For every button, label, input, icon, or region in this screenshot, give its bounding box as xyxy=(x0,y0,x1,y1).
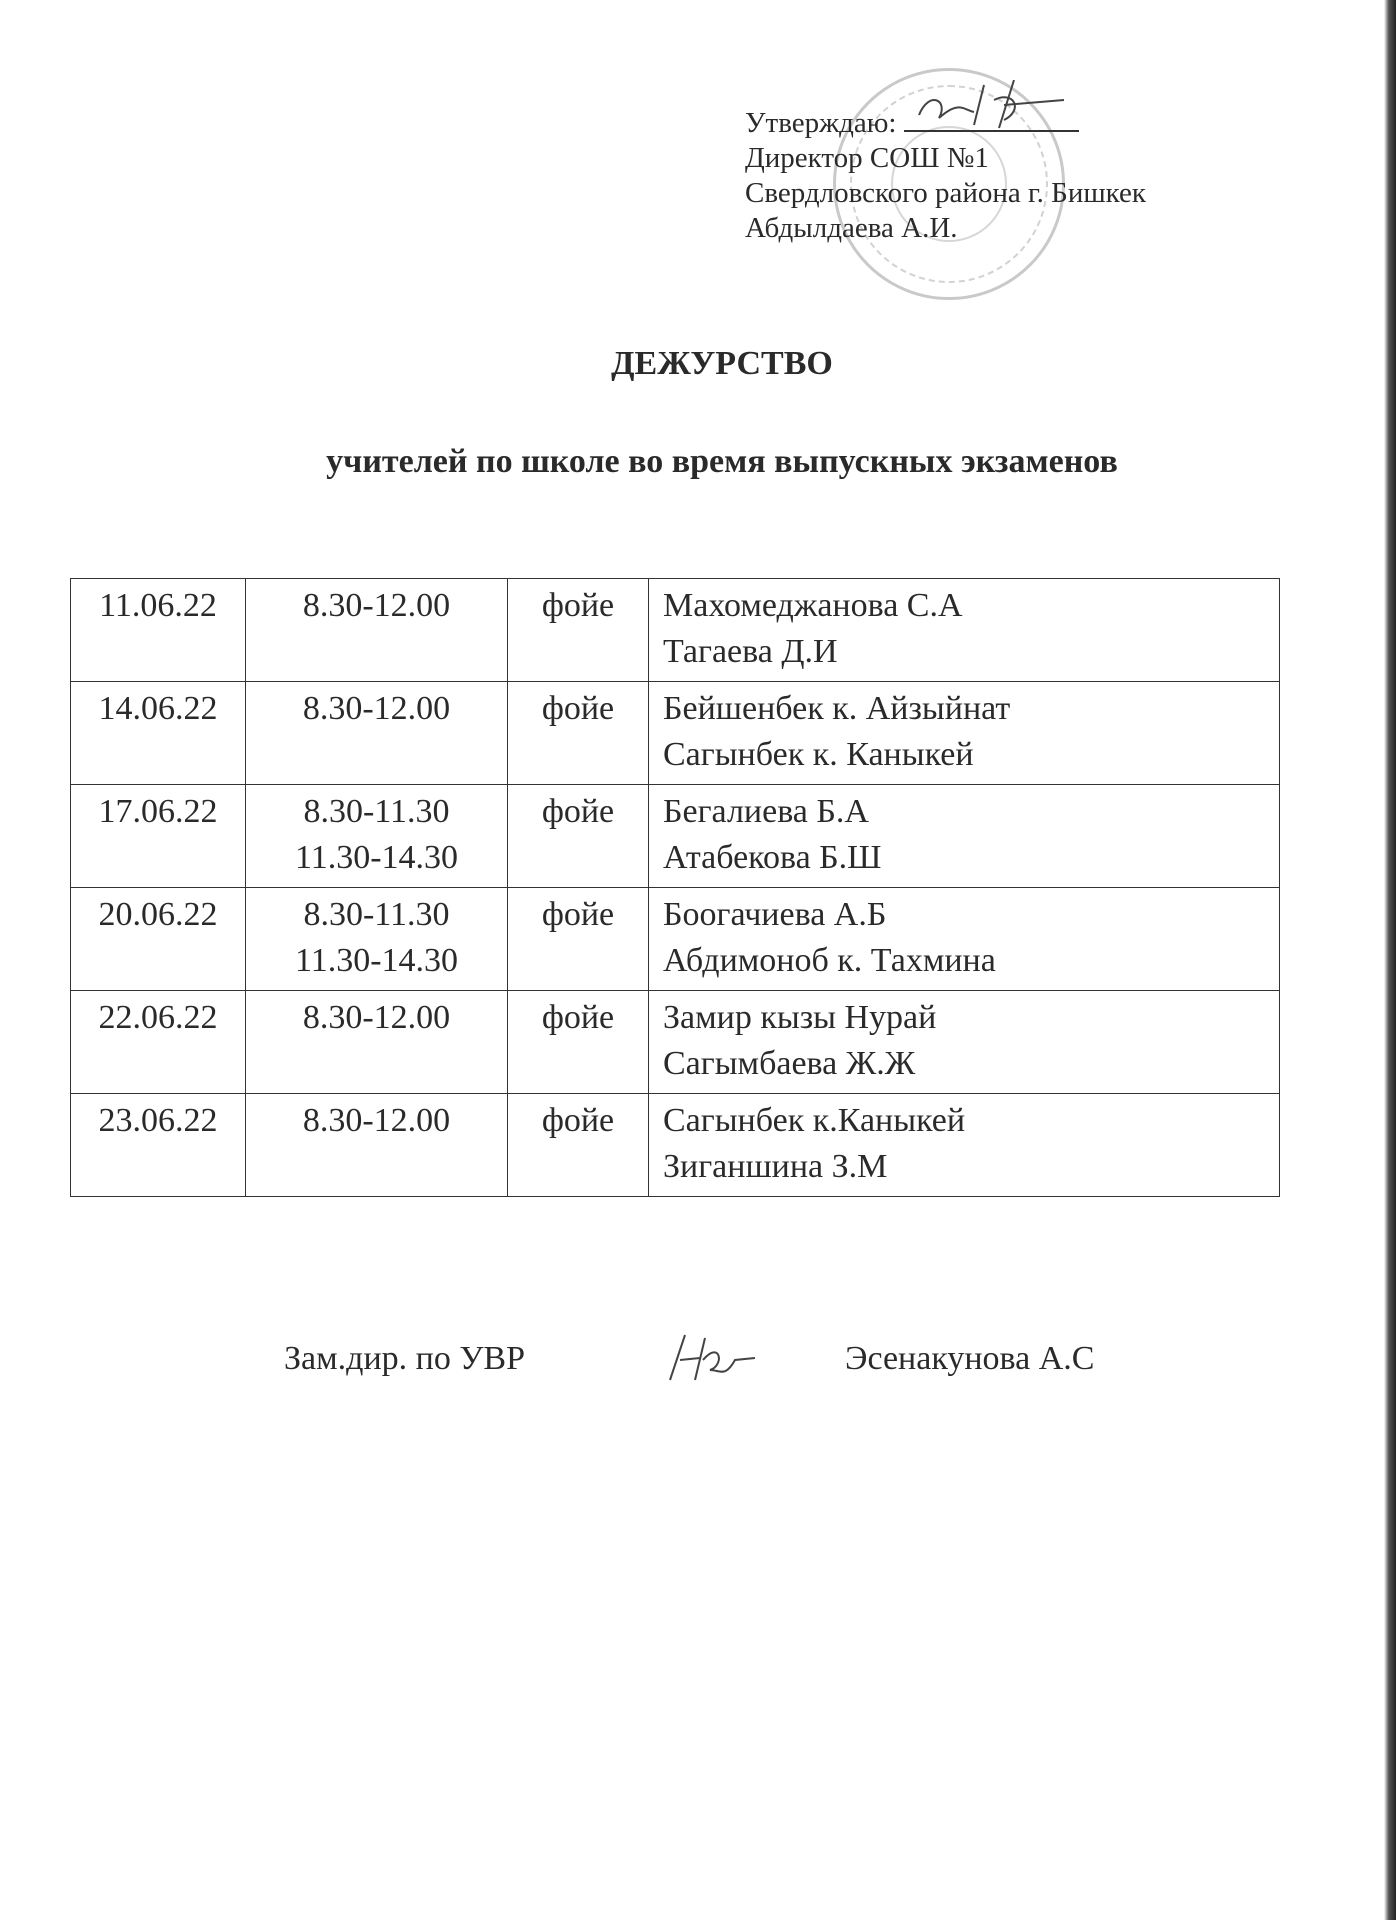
table-row xyxy=(71,579,1280,682)
document-subtitle: учителей по школе во время выпускных экзаменов xyxy=(326,443,1118,480)
teachers-cell-text: Тагаева Д.И xyxy=(663,633,838,670)
teachers-cell xyxy=(649,991,1280,1094)
date-cell xyxy=(71,1094,246,1197)
time-cell xyxy=(246,785,508,888)
date-cell xyxy=(71,682,246,785)
duty-schedule-table xyxy=(70,578,1280,1197)
date-cell xyxy=(71,888,246,991)
place-cell xyxy=(508,991,649,1094)
footer-name: Эсенакунова А.С xyxy=(845,1340,1095,1377)
document-title: ДЕЖУРСТВО xyxy=(611,345,833,382)
date-cell xyxy=(71,785,246,888)
time-cell xyxy=(246,579,508,682)
approver-district: Свердловского района г. Бишкек xyxy=(745,177,1147,209)
time-cell-text: 8.30-12.00 xyxy=(302,690,451,727)
teachers-cell xyxy=(649,785,1280,888)
time-cell xyxy=(246,1094,508,1197)
date-cell xyxy=(71,991,246,1094)
teachers-cell-text: Замир кызы Нурай xyxy=(663,999,937,1036)
date-cell-text: 22.06.22 xyxy=(98,999,218,1036)
place-cell xyxy=(508,888,649,991)
time-cell-text: 8.30-11.30 xyxy=(303,793,450,830)
teachers-cell-text: Сагымбаева Ж.Ж xyxy=(663,1045,916,1082)
teachers-cell-text: Сагынбек к. Каныкей xyxy=(663,736,974,773)
approval-block xyxy=(745,106,1146,246)
teachers-cell-text: Атабекова Б.Ш xyxy=(663,839,882,876)
date-cell-text: 17.06.22 xyxy=(98,793,218,830)
date-cell-text: 11.06.22 xyxy=(99,587,217,624)
time-cell-text: 8.30-12.00 xyxy=(302,1102,451,1139)
teachers-cell xyxy=(649,579,1280,682)
approver-name: Абдылдаева А.И. xyxy=(745,212,958,244)
teachers-cell-text: Абдимоноб к. Тахмина xyxy=(663,942,996,979)
date-cell-text: 20.06.22 xyxy=(98,896,218,933)
time-cell-text: 8.30-12.00 xyxy=(302,999,451,1036)
place-cell-text: фойе xyxy=(541,896,615,933)
time-cell-text: 11.30-14.30 xyxy=(294,942,459,979)
table-row xyxy=(71,888,1280,991)
teachers-cell xyxy=(649,888,1280,991)
teachers-cell-text: Сагынбек к.Каныкей xyxy=(663,1102,966,1139)
time-cell-text: 8.30-12.00 xyxy=(302,587,451,624)
date-cell xyxy=(71,579,246,682)
date-cell-text: 23.06.22 xyxy=(98,1102,218,1139)
teachers-cell-text: Зиганшина З.М xyxy=(663,1148,888,1185)
teachers-cell-text: Бегалиева Б.А xyxy=(663,793,869,830)
teachers-cell xyxy=(649,1094,1280,1197)
teachers-cell-text: Бейшенбек к. Айзыйнат xyxy=(663,690,1011,727)
time-cell xyxy=(246,888,508,991)
place-cell-text: фойе xyxy=(541,1102,615,1139)
place-cell xyxy=(508,682,649,785)
teachers-cell-text: Махомеджанова С.А xyxy=(663,587,963,624)
time-cell xyxy=(246,991,508,1094)
teachers-cell xyxy=(649,682,1280,785)
director-signature xyxy=(904,106,1079,132)
place-cell-text: фойе xyxy=(541,587,615,624)
table-row xyxy=(71,991,1280,1094)
approver-position: Директор СОШ №1 xyxy=(745,142,989,174)
time-cell-text: 11.30-14.30 xyxy=(294,839,459,876)
place-cell-text: фойе xyxy=(541,690,615,727)
scan-edge xyxy=(1384,0,1396,1920)
table-row xyxy=(71,1094,1280,1197)
deputy-signature xyxy=(665,1330,760,1390)
place-cell xyxy=(508,579,649,682)
place-cell xyxy=(508,1094,649,1197)
table-row xyxy=(71,682,1280,785)
teachers-cell-text: Боогачиева А.Б xyxy=(663,896,887,933)
place-cell xyxy=(508,785,649,888)
time-cell xyxy=(246,682,508,785)
place-cell-text: фойе xyxy=(541,999,615,1036)
table-row xyxy=(71,785,1280,888)
time-cell-text: 8.30-11.30 xyxy=(303,896,450,933)
date-cell-text: 14.06.22 xyxy=(98,690,218,727)
approve-label: Утверждаю: xyxy=(745,107,897,139)
footer-role: Зам.дир. по УВР xyxy=(284,1340,525,1377)
place-cell-text: фойе xyxy=(541,793,615,830)
